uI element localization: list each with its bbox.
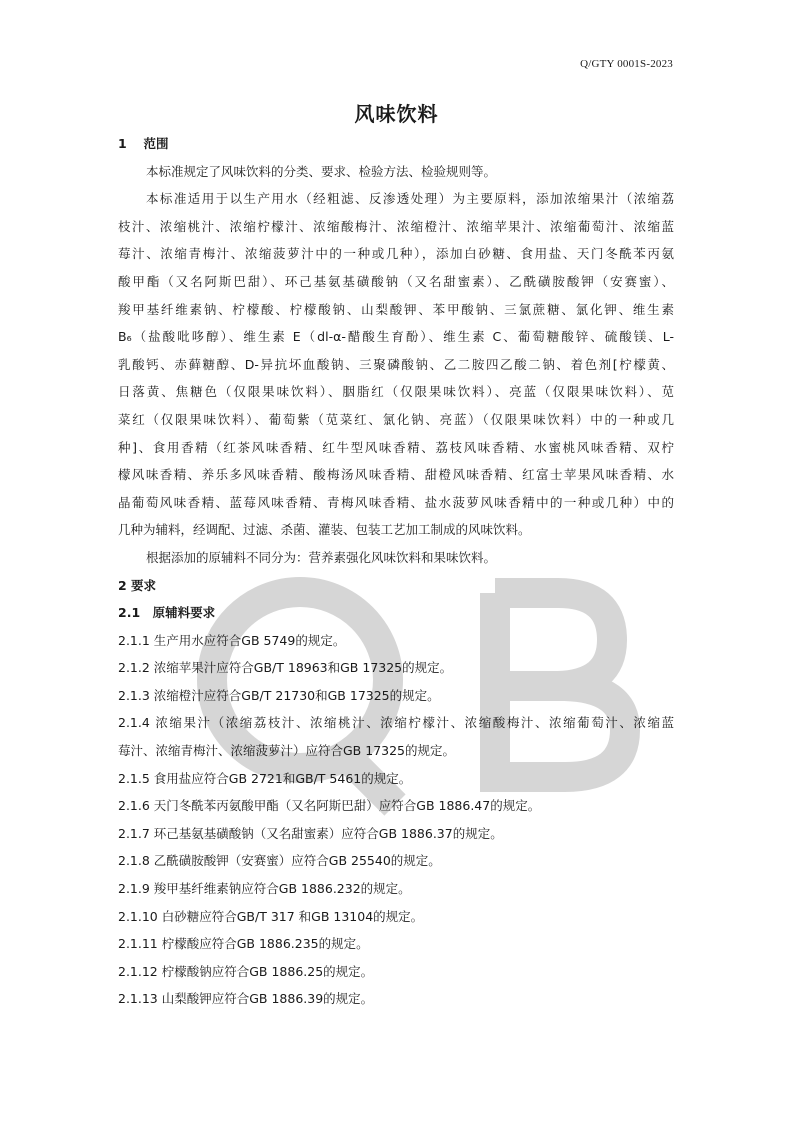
- classification-text: 根据添加的原辅料不同分为：营养素强化风味饮料和果味饮料。: [146, 549, 497, 565]
- requirement-item: 2.1.10 白砂糖应符合GB/T 317 和GB 13104的规定。: [118, 908, 424, 924]
- scope-line: 酸甲酯（又名阿斯巴甜）、环己基氨基磺酸钠（又名甜蜜素）、乙酰磺胺酸钾（安赛蜜）、: [118, 273, 674, 289]
- scope-line: 莓汁、浓缩青梅汁、浓缩菠萝汁中的一种或几种），添加白砂糖、食用盐、天门冬酰苯丙氨: [118, 246, 674, 262]
- scope-line: 种]、食用香精（红茶风味香精、红牛型风味香精、荔枝风味香精、水蜜桃风味香精、双柠: [118, 439, 674, 455]
- document-code: Q/GTY 0001S-2023: [580, 58, 673, 70]
- requirement-item: 2.1.3 浓缩橙汁应符合GB/T 21730和GB 17325的规定。: [118, 687, 440, 703]
- scope-paragraph: [118, 185, 674, 544]
- requirement-item: 2.1.2 浓缩苹果汁应符合GB/T 18963和GB 17325的规定。: [118, 660, 453, 676]
- section-1-heading: 1 范围: [118, 136, 169, 151]
- scope-intro: 本标准规定了风味饮料的分类、要求、检验方法、检验规则等。: [146, 163, 497, 179]
- document-body: [118, 130, 674, 1013]
- requirement-item: 2.1.11 柠檬酸应符合GB 1886.235的规定。: [118, 936, 369, 952]
- requirement-item: 2.1.9 羧甲基纤维素钠应符合GB 1886.232的规定。: [118, 881, 411, 897]
- scope-line: 几种为辅料，经调配、过滤、杀菌、灌装、包装工艺加工制成的风味饮料。: [118, 522, 531, 538]
- section-2-1-heading: 2.1 原辅料要求: [118, 605, 216, 621]
- requirement-item: 2.1.8 乙酰磺胺酸钾（安赛蜜）应符合GB 25540的规定。: [118, 853, 441, 869]
- requirement-item: 2.1.6 天门冬酰苯丙氨酸甲酯（又名阿斯巴甜）应符合GB 1886.47的规定。: [118, 798, 541, 814]
- scope-line: 乳酸钙、赤藓糖醇、D-异抗坏血酸钠、三聚磷酸钠、乙二胺四乙酸二钠、着色剂[柠檬黄、: [118, 356, 674, 372]
- requirement-item: 2.1.1 生产用水应符合GB 5749的规定。: [118, 632, 346, 648]
- scope-line: B₆（盐酸吡哆醇）、维生素 E（dl-α-醋酸生育酚）、维生素 C、葡萄糖酸锌、硫酸镁、L-: [118, 329, 674, 345]
- scope-line: 檬风味香精、养乐多风味香精、酸梅汤风味香精、甜橙风味香精、红富士苹果风味香精、水: [118, 467, 674, 483]
- scope-line: 晶葡萄风味香精、蓝莓风味香精、青梅风味香精、盐水菠萝风味香精中的一种或几种）中的: [118, 494, 674, 510]
- requirement-item: 2.1.13 山梨酸钾应符合GB 1886.39的规定。: [118, 991, 374, 1007]
- scope-line: 菜红（仅限果味饮料）、葡萄紫（苋菜红、氯化钠、亮蓝）（仅限果味饮料）中的一种或几: [118, 411, 674, 427]
- requirement-item-continued: 莓汁、浓缩青梅汁、浓缩菠萝汁）应符合GB 17325的规定。: [118, 743, 456, 759]
- scope-line: 羧甲基纤维素钠、柠檬酸、柠檬酸钠、山梨酸钾、苯甲酸钠、三氯蔗糖、氯化钾、维生素: [118, 301, 674, 317]
- section-2-heading: 2 要求: [118, 577, 157, 593]
- requirement-item: 2.1.4 浓缩果汁（浓缩荔枝汁、浓缩桃汁、浓缩柠檬汁、浓缩酸梅汁、浓缩葡萄汁、浓缩蓝: [118, 715, 674, 731]
- scope-line: 枝汁、浓缩桃汁、浓缩柠檬汁、浓缩酸梅汁、浓缩橙汁、浓缩苹果汁、浓缩葡萄汁、浓缩蓝: [118, 218, 674, 234]
- requirement-item: 2.1.7 环己基氨基磺酸钠（又名甜蜜素）应符合GB 1886.37的规定。: [118, 825, 503, 841]
- scope-line: 本标准适用于以生产用水（经粗滤、反渗透处理）为主要原料，添加浓缩果汁（浓缩荔: [146, 191, 674, 207]
- page-title: 风味饮料: [354, 102, 439, 126]
- requirement-item: 2.1.12 柠檬酸钠应符合GB 1886.25的规定。: [118, 963, 374, 979]
- scope-line: 日落黄、焦糖色（仅限果味饮料）、胭脂红（仅限果味饮料）、亮蓝（仅限果味饮料）、苋: [118, 384, 674, 400]
- requirements-list: [118, 627, 674, 1013]
- requirement-item: 2.1.5 食用盐应符合GB 2721和GB/T 5461的规定。: [118, 770, 412, 786]
